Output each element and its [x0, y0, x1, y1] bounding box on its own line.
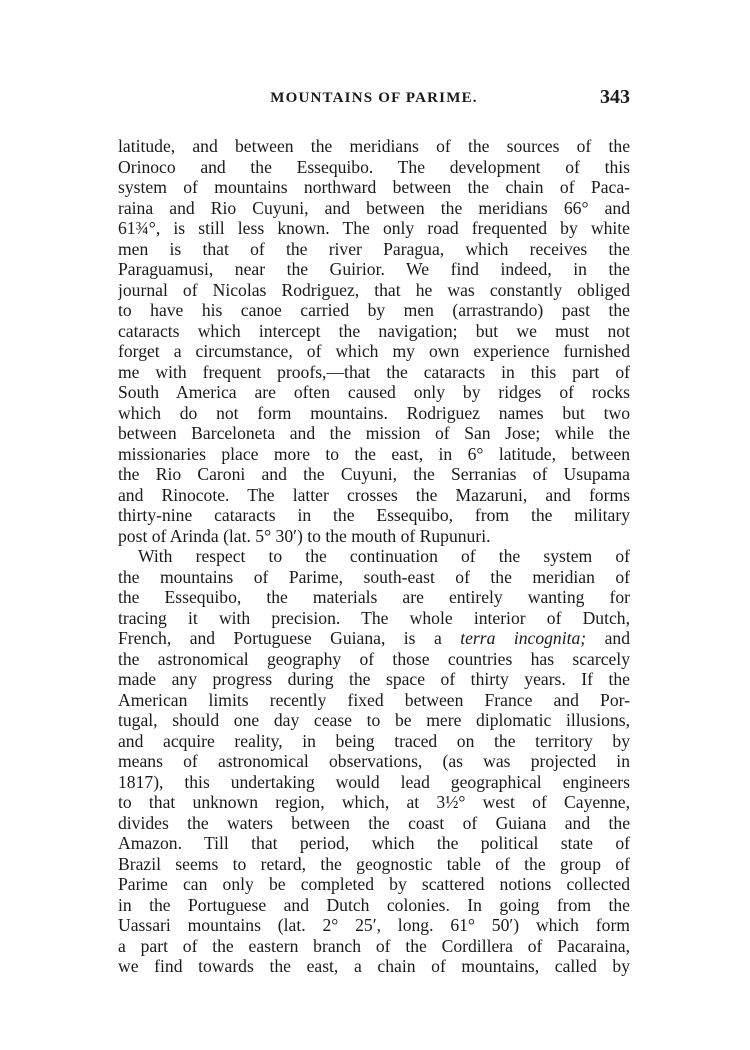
text-line: American limits recently fixed between France and Por-	[118, 689, 630, 710]
text-line: made any progress during the space of thirty years. If the	[118, 669, 630, 689]
text-line: thirty-nine cataracts in the Essequibo, from the military	[118, 505, 630, 525]
page-number: 343	[600, 86, 630, 108]
text-line: Orinoco and the Essequibo. The development of this	[118, 156, 630, 177]
text-line: forget a circumstance, of which my own experience furnished	[118, 341, 630, 361]
text-line: between Barceloneta and the mission of San Jose; while the	[118, 423, 630, 443]
text-line: tracing it with precision. The whole interior of Dutch,	[118, 607, 630, 628]
text-line: Parime can only be completed by scattered notions collected	[118, 874, 630, 894]
text-line: post of Arinda (lat. 5° 30′) to the mouth of Rupunuri.	[118, 525, 491, 546]
text-segment: and	[586, 628, 630, 648]
text-line: cataracts which intercept the navigation; but we must not	[118, 320, 630, 341]
text-line: in the Portuguese and Dutch colonies. In going from the	[118, 894, 630, 915]
text-line: Paraguamusi, near the Guirior. We find indeed, in the	[118, 259, 630, 279]
text-line: With respect to the continuation of the system of	[138, 546, 630, 566]
text-line: the Essequibo, the materials are entirely wanting for	[118, 587, 630, 607]
text-line: the astronomical geography of those countries has scarcely	[118, 648, 630, 669]
text-line: South America are often caused only by ridges of rocks	[118, 382, 630, 402]
text-line: the Rio Caroni and the Cuyuni, the Serranias of Usupama	[118, 464, 630, 484]
italic-phrase: terra incognita;	[460, 628, 587, 648]
text-line: a part of the eastern branch of the Cordillera of Pacaraina,	[118, 935, 630, 956]
text-line: me with frequent proofs,—that the cataracts in this part of	[118, 361, 630, 382]
text-line: Amazon. Till that period, which the political state of	[118, 833, 630, 853]
text-line: latitude, and between the meridians of the sources of the	[118, 136, 630, 156]
paragraph-2	[118, 546, 630, 977]
text-line: men is that of the river Paragua, which receives the	[118, 238, 630, 259]
running-title: MOUNTAINS OF PARIME.	[270, 90, 478, 106]
text-line: system of mountains northward between the chain of Paca-	[118, 177, 630, 197]
text-line: which do not form mountains. Rodriguez names but two	[118, 402, 630, 423]
text-line: missionaries place more to the east, in 6° latitude, between	[118, 443, 630, 464]
text-line: 61¾°, is still less known. The only road frequented by white	[118, 218, 630, 238]
text-line: raina and Rio Cuyuni, and between the meridians 66° and	[118, 197, 630, 218]
text-line: journal of Nicolas Rodriguez, that he was constantly obliged	[118, 279, 630, 300]
text-line: tugal, should one day cease to be mere diplomatic illusions,	[118, 710, 630, 730]
text-line: Uassari mountains (lat. 2° 25′, long. 61° 50′) which form	[118, 915, 630, 935]
text-line: 1817), this undertaking would lead geographical engineers	[118, 771, 630, 792]
text-line: Brazil seems to retard, the geognostic table of the group of	[118, 853, 630, 874]
paragraph-1	[118, 136, 630, 546]
text-line: and acquire reality, in being traced on the territory by	[118, 730, 630, 751]
text-line: and Rinocote. The latter crosses the Mazaruni, and forms	[118, 484, 630, 505]
text-line-italic	[118, 628, 630, 649]
text-line: the mountains of Parime, south-east of the meridian of	[118, 566, 630, 587]
text-line: we find towards the east, a chain of mountains, called by	[118, 956, 630, 976]
text-line: divides the waters between the coast of Guiana and the	[118, 812, 630, 833]
text-line: to have his canoe carried by men (arrastrando) past the	[118, 300, 630, 320]
text-segment: French, and Portuguese Guiana, is a	[118, 628, 461, 648]
running-head	[118, 88, 630, 118]
text-line: means of astronomical observations, (as was projected in	[118, 751, 630, 771]
body-text	[118, 136, 630, 977]
text-line: to that unknown region, which, at 3½° west of Cayenne,	[118, 792, 630, 812]
